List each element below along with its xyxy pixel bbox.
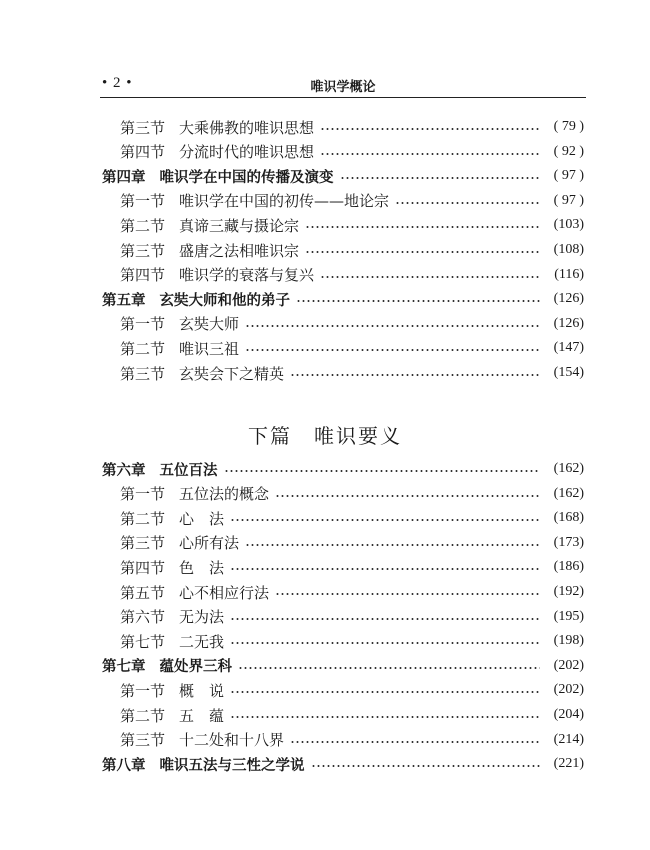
entry-page-number: ( 97 )	[553, 192, 584, 208]
entry-label: 第七章	[102, 659, 146, 676]
entry-title: 真谛三藏与摄论宗	[179, 216, 300, 235]
toc-chapter-entry[interactable]	[102, 655, 584, 677]
entry-title: 玄奘大师和他的弟子	[159, 292, 290, 309]
entry-page-number: (116)	[554, 266, 584, 282]
entry-page-number: (103)	[553, 217, 584, 233]
entry-label: 第三节	[120, 731, 166, 750]
toc-chapter-entry[interactable]	[102, 165, 584, 187]
entry-label: 第一节	[120, 681, 166, 700]
toc-section-entry[interactable]	[120, 556, 584, 578]
dot-leader	[296, 300, 540, 302]
dot-leader	[290, 741, 540, 743]
entry-label: 第二节	[120, 509, 166, 528]
entry-page-number: ( 79 )	[553, 119, 584, 134]
dot-leader	[245, 349, 540, 351]
entry-page-number: (162)	[553, 485, 584, 501]
entry-title: 唯识学的衰落与复兴	[179, 266, 315, 285]
toc-section-entry[interactable]	[120, 630, 584, 652]
toc-section-entry[interactable]	[120, 507, 584, 529]
dot-leader	[238, 667, 540, 669]
entry-page-number: (204)	[553, 707, 584, 722]
entry-title: 色 法	[179, 558, 225, 577]
entry-title: 大乘佛教的唯识思想	[179, 118, 315, 137]
dot-leader	[275, 593, 540, 595]
entry-page-number: (192)	[553, 584, 584, 599]
dot-leader	[340, 177, 541, 179]
entry-page-number: (108)	[553, 242, 584, 257]
part-title: 唯识要义	[314, 424, 402, 448]
entry-label: 第三节	[120, 364, 166, 383]
entry-title: 唯识三祖	[179, 339, 240, 358]
dot-leader	[320, 128, 540, 130]
dot-leader	[230, 691, 540, 693]
toc-section-entry[interactable]	[120, 679, 584, 701]
entry-title: 五位法的概念	[179, 485, 270, 504]
entry-label: 第四节	[120, 143, 166, 162]
entry-title: 唯识学在中国的传播及演变	[159, 169, 334, 186]
entry-page-number: (168)	[553, 510, 584, 526]
toc-chapter-entry[interactable]	[102, 288, 584, 310]
toc-chapter-entry[interactable]	[102, 753, 584, 775]
entry-page-number: ( 92 )	[553, 143, 584, 159]
entry-label: 第五章	[102, 292, 146, 309]
dot-leader	[224, 470, 541, 472]
entry-page-number: ( 97 )	[553, 168, 584, 184]
entry-label: 第三节	[120, 534, 166, 553]
dot-leader	[245, 544, 540, 546]
entry-title: 五位百法	[159, 462, 218, 479]
entry-page-number: (202)	[553, 657, 584, 673]
toc-section-entry[interactable]	[120, 729, 584, 751]
toc-section-entry[interactable]	[120, 704, 584, 726]
entry-title: 唯识学在中国的初传——地论宗	[179, 192, 390, 211]
toc-section-entry[interactable]	[120, 264, 584, 286]
dot-leader	[395, 202, 540, 204]
entry-title: 十二处和十八界	[179, 731, 285, 750]
entry-page-number: (126)	[553, 291, 584, 307]
entry-label: 第三节	[120, 118, 166, 137]
entry-page-number: (126)	[553, 315, 584, 331]
entry-label: 第六章	[102, 462, 146, 479]
entry-label: 第四章	[102, 169, 146, 186]
dot-leader	[230, 568, 540, 570]
toc-section-entry[interactable]	[120, 532, 584, 554]
entry-label: 第一节	[120, 485, 166, 504]
entry-page-number: (221)	[553, 756, 584, 772]
entry-title: 二无我	[179, 632, 225, 651]
toc-chapter-entry[interactable]	[102, 458, 584, 480]
entry-title: 玄奘大师	[179, 315, 240, 334]
dot-leader	[230, 642, 540, 644]
entry-title: 心不相应行法	[179, 583, 270, 602]
dot-leader	[230, 618, 540, 620]
entry-label: 第三节	[120, 241, 166, 260]
entry-title: 心 法	[179, 509, 225, 528]
toc-section-entry[interactable]	[120, 337, 584, 359]
entry-page-number: (154)	[553, 365, 584, 380]
dot-leader	[320, 276, 540, 278]
dot-leader	[290, 374, 540, 376]
entry-page-number: (186)	[553, 559, 584, 575]
part-heading	[0, 420, 650, 449]
dot-leader	[230, 716, 540, 718]
entry-title: 五 蕴	[179, 706, 225, 725]
entry-label: 第八章	[102, 757, 146, 774]
toc-section-entry[interactable]	[120, 239, 584, 261]
toc-section-entry[interactable]	[120, 141, 584, 163]
entry-label: 第一节	[120, 192, 166, 211]
dot-leader	[230, 519, 540, 521]
entry-label: 第四节	[120, 266, 166, 285]
running-title: 唯识学概论	[310, 80, 376, 95]
entry-label: 第二节	[120, 216, 166, 235]
toc-section-entry[interactable]	[120, 190, 584, 212]
entry-title: 玄奘会下之精英	[179, 364, 285, 383]
dot-leader	[305, 251, 540, 253]
entry-page-number: (195)	[553, 608, 584, 624]
entry-title: 心所有法	[179, 534, 240, 553]
page-header	[100, 73, 586, 97]
header-rule	[100, 97, 586, 98]
entry-title: 盛唐之法相唯识宗	[179, 241, 300, 260]
dot-leader	[275, 495, 540, 497]
toc-section-entry[interactable]	[120, 362, 584, 384]
entry-label: 第七节	[120, 632, 166, 651]
entry-page-number: (214)	[553, 731, 584, 747]
toc-section-entry[interactable]	[120, 606, 584, 628]
entry-label: 第五节	[120, 583, 166, 602]
entry-title: 无为法	[179, 608, 225, 627]
toc-section-entry[interactable]	[120, 483, 584, 505]
toc-section-entry[interactable]	[120, 214, 584, 236]
entry-label: 第二节	[120, 706, 166, 725]
part-label: 下篇	[248, 424, 292, 448]
toc-section-entry[interactable]	[120, 116, 584, 138]
entry-page-number: (198)	[553, 633, 584, 649]
entry-label: 第六节	[120, 608, 166, 627]
dot-leader	[320, 153, 540, 155]
entry-label: 第一节	[120, 315, 166, 334]
entry-page-number: (162)	[553, 461, 584, 476]
toc-section-entry[interactable]	[120, 313, 584, 335]
dot-leader	[245, 325, 540, 327]
entry-page-number: (147)	[553, 340, 584, 356]
entry-title: 分流时代的唯识思想	[179, 143, 315, 162]
entry-page-number: (173)	[553, 534, 584, 550]
dot-leader	[311, 765, 541, 767]
entry-title: 蕴处界三科	[159, 659, 232, 676]
toc-section-entry[interactable]	[120, 581, 584, 603]
entry-label: 第二节	[120, 339, 166, 358]
page-number: • 2 •	[102, 75, 133, 91]
entry-page-number: (202)	[553, 682, 584, 698]
entry-title: 唯识五法与三性之学说	[159, 757, 305, 774]
entry-label: 第四节	[120, 558, 166, 577]
entry-title: 概 说	[179, 681, 225, 700]
dot-leader	[305, 226, 540, 228]
